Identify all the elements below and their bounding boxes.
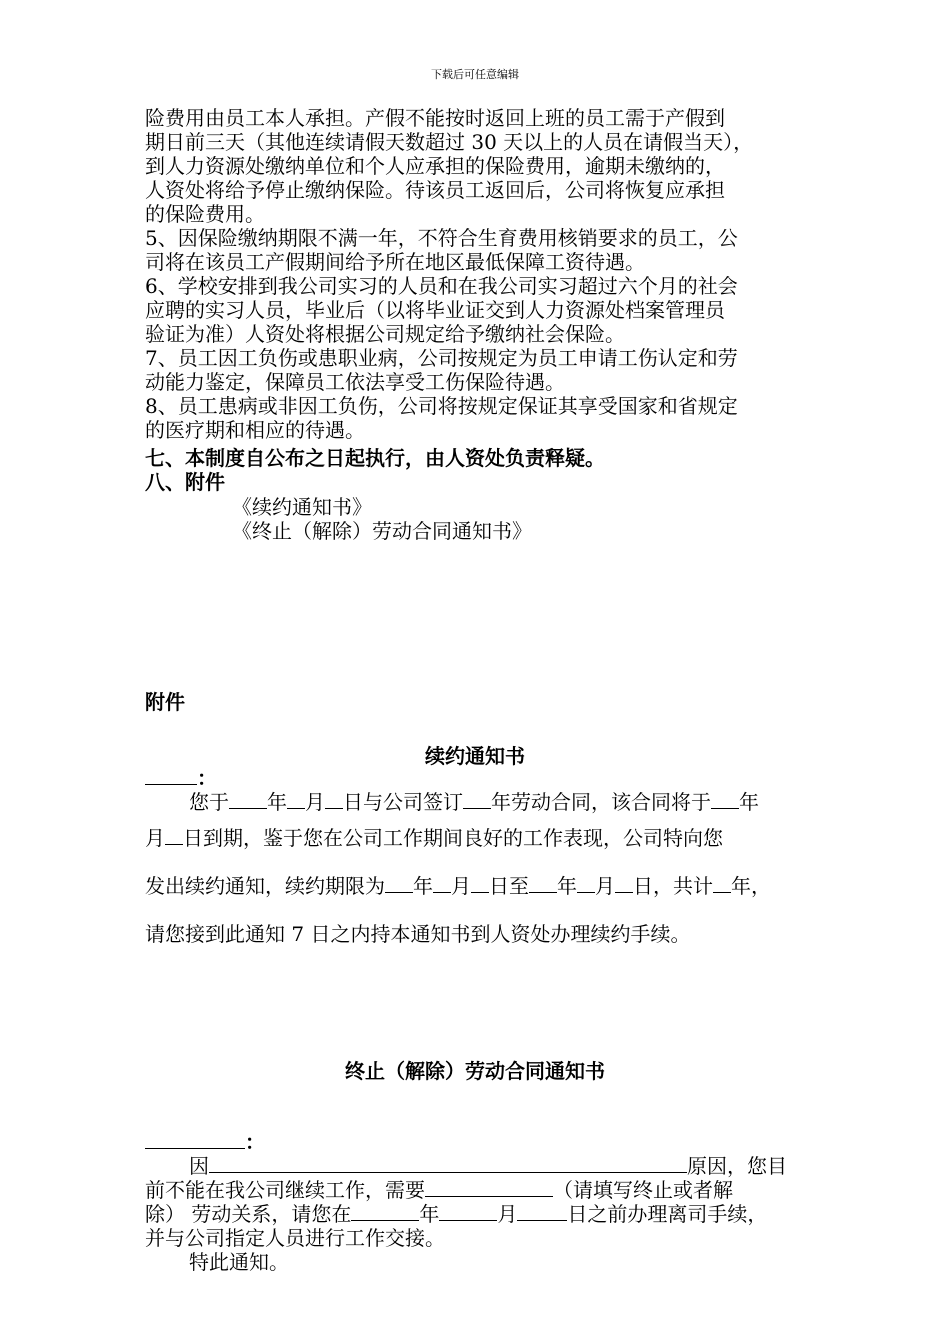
reason-blank[interactable]	[209, 1154, 687, 1173]
policy-line: 人资处将给予停止缴纳保险。待该员工返回后，公司将恢复应承担	[145, 178, 725, 202]
policy-line: 到人力资源处缴纳单位和个人应承担的保险费用，逾期未缴纳的，	[145, 154, 725, 178]
termination-notice-title: 终止（解除）劳动合同通知书	[345, 1059, 605, 1083]
action-blank[interactable]	[425, 1178, 553, 1197]
year-blank[interactable]	[229, 790, 267, 809]
policy-line: 期日前三天（其他连续请假天数超过 30 天以上的人员在请假当天），	[145, 130, 754, 154]
deadline-day-blank[interactable]	[517, 1202, 567, 1221]
termination-body	[145, 1154, 825, 1274]
policy-line: 7、员工因工负伤或患职业病，公司按规定为员工申请工伤认定和劳	[145, 346, 738, 370]
day-blank[interactable]	[325, 790, 343, 809]
addressee-blank[interactable]	[145, 1130, 245, 1149]
renewal-line-4: 请您接到此通知 7 日之内持本通知书到人资处办理续约手续。	[145, 922, 691, 946]
renewal-body	[145, 790, 810, 946]
policy-line: 5、因保险缴纳期限不满一年，不符合生育费用核销要求的员工，公	[145, 226, 738, 250]
renew-end-month-blank[interactable]	[577, 874, 595, 893]
policy-line: 的医疗期和相应的待遇。	[145, 418, 365, 442]
appendix-label: 附件	[145, 690, 185, 714]
month-blank[interactable]	[287, 790, 305, 809]
policy-line: 动能力鉴定，保障员工依法享受工伤保险待遇。	[145, 370, 565, 394]
deadline-year-blank[interactable]	[351, 1202, 419, 1221]
policy-line: 验证为准）人资处将根据公司规定给予缴纳社会保险。	[145, 322, 625, 346]
renewal-line-3: 发出续约通知，续约期限为 年 月 日至 年 月 日，共计 年，	[145, 874, 771, 898]
termination-line-3: 除） 劳动关系，请您在 年 月 日之前办理离司手续，	[145, 1202, 768, 1226]
expiry-year-blank[interactable]	[711, 790, 739, 809]
termination-line-5: 特此通知。	[189, 1250, 289, 1274]
termination-line-1: 因 原因，您目	[189, 1154, 787, 1178]
renewal-line-2: 月 日到期，鉴于您在公司工作期间良好的工作表现，公司特向您	[145, 826, 723, 850]
termination-addressee-line: ：	[145, 1130, 810, 1154]
expiry-month-blank[interactable]	[165, 826, 183, 845]
termination-line-4: 并与公司指定人员进行工作交接。	[145, 1226, 445, 1250]
policy-body	[145, 106, 810, 442]
attachment-renewal-notice: 《续约通知书》	[232, 495, 372, 519]
renew-end-year-blank[interactable]	[529, 874, 557, 893]
section-7-heading: 七、本制度自公布之日起执行，由人资处负责释疑。	[145, 446, 605, 470]
addressee-blank[interactable]	[145, 766, 197, 785]
termination-line-2: 前不能在我公司继续工作，需要 （请填写终止或者解	[145, 1178, 733, 1202]
renewal-line-1: 您于 年 月 日与公司签订 年劳动合同，该合同将于 年	[189, 790, 759, 814]
renewal-addressee-line: ：	[145, 766, 810, 790]
policy-line: 6、学校安排到我公司实习的人员和在我公司实习超过六个月的社会	[145, 274, 738, 298]
page-header: 下载后可任意编辑	[431, 68, 519, 81]
renewal-notice-title: 续约通知书	[425, 744, 525, 768]
renew-start-month-blank[interactable]	[433, 874, 451, 893]
term-years-blank[interactable]	[463, 790, 491, 809]
attachment-termination-notice: 《终止（解除）劳动合同通知书》	[232, 519, 532, 543]
policy-line: 8、员工患病或非因工负伤，公司将按规定保证其享受国家和省规定	[145, 394, 738, 418]
renew-start-year-blank[interactable]	[385, 874, 413, 893]
deadline-month-blank[interactable]	[439, 1202, 497, 1221]
policy-line: 的保险费用。	[145, 202, 265, 226]
policy-line: 险费用由员工本人承担。产假不能按时返回上班的员工需于产假到	[145, 106, 725, 130]
renew-total-years-blank[interactable]	[713, 874, 731, 893]
policy-line: 司将在该员工产假期间给予所在地区最低保障工资待遇。	[145, 250, 645, 274]
renew-start-day-blank[interactable]	[471, 874, 489, 893]
renew-end-day-blank[interactable]	[615, 874, 633, 893]
section-8-heading: 八、附件	[145, 470, 225, 494]
policy-line: 应聘的实习人员，毕业后（以将毕业证交到人力资源处档案管理员	[145, 298, 725, 322]
